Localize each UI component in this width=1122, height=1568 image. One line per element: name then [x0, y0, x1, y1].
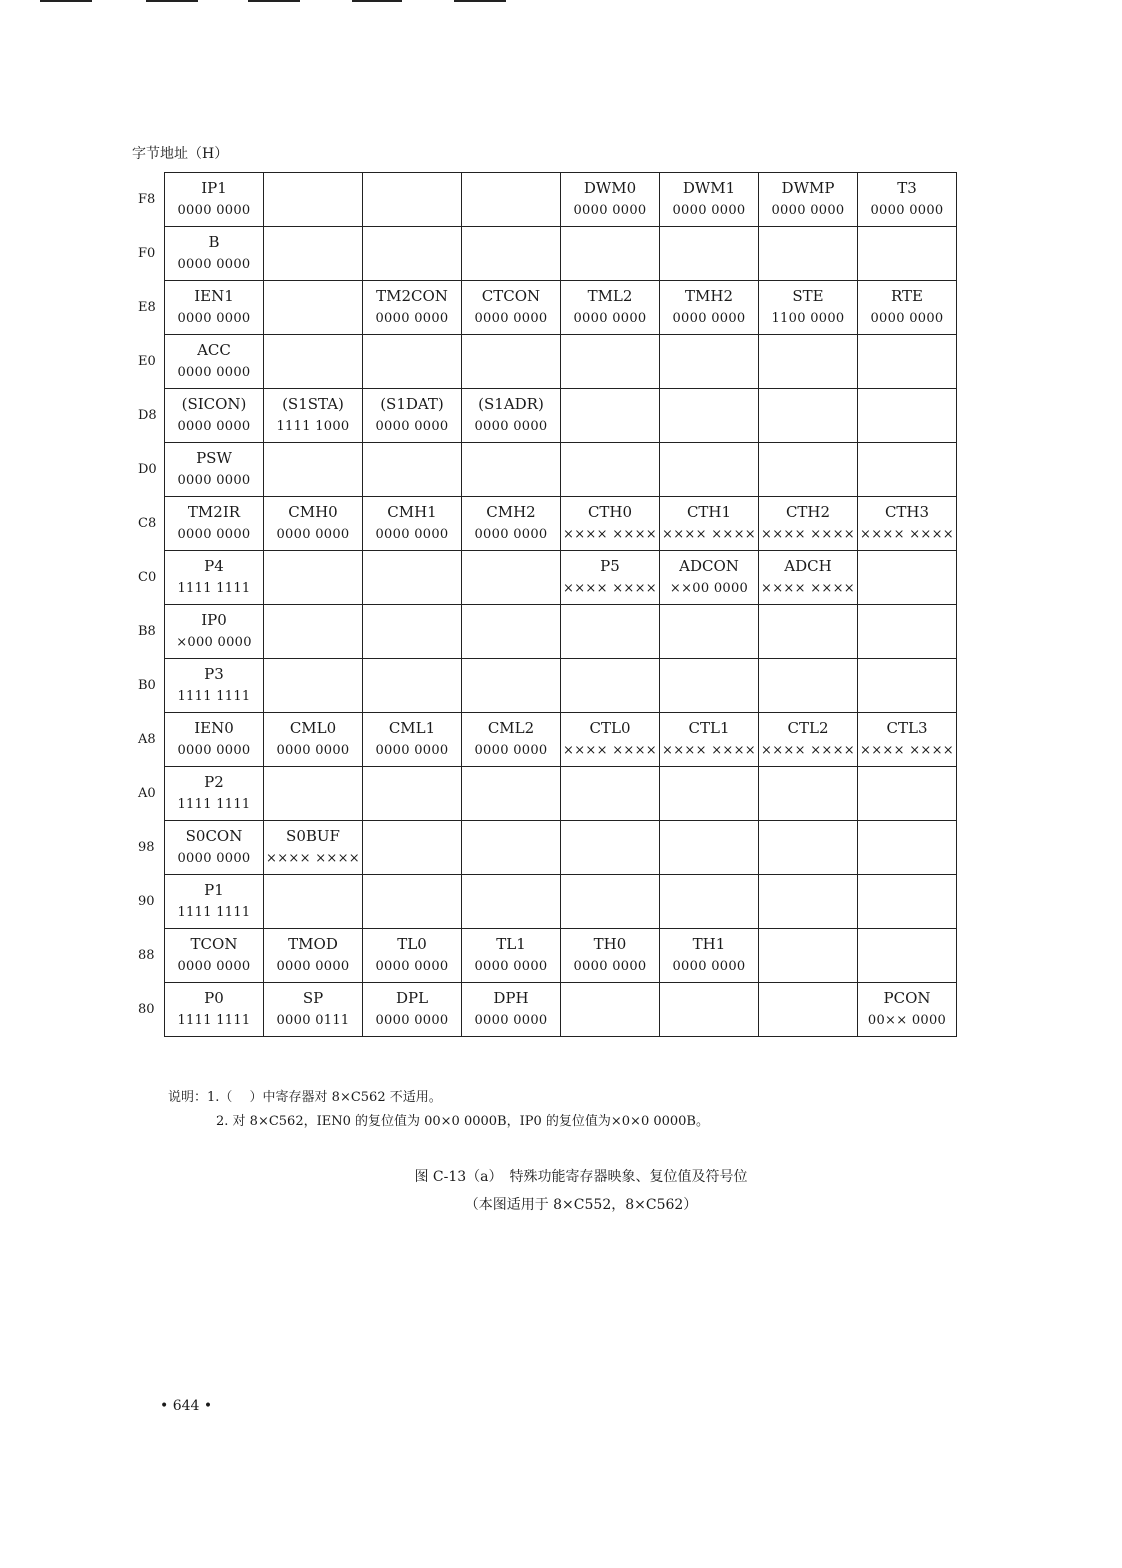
register-reset-value: 0000 0000: [177, 311, 251, 326]
register-reset-value: ×××× ××××: [662, 743, 756, 758]
register-name: TM2CON: [376, 287, 448, 305]
table-row: [138, 389, 957, 443]
register-cell: [858, 551, 957, 605]
register-cell: [759, 767, 858, 821]
register-cell: [759, 227, 858, 281]
register-name: TML2: [587, 287, 633, 305]
register-cell: [858, 929, 957, 983]
register-cell: [264, 497, 363, 551]
register-cell: [462, 983, 561, 1037]
register-cell: [165, 389, 264, 443]
register-reset-value: 0000 0000: [177, 527, 251, 542]
register-name: TH0: [593, 935, 627, 953]
byte-address-label: A8: [138, 732, 156, 747]
register-cell: [264, 227, 363, 281]
register-name: P5: [600, 557, 620, 575]
register-name: (SICON): [181, 395, 247, 413]
register-reset-value: 0000 0000: [276, 527, 350, 542]
register-cell: [561, 443, 660, 497]
register-reset-value: ×××× ××××: [761, 581, 855, 596]
note-line-2: 2. 对 8×C562，IEN0 的复位值为 00×0 0000B，IP0 的复位值为×0×0 0000B。: [216, 1114, 709, 1129]
table-row: [138, 551, 957, 605]
register-reset-value: ×××× ××××: [266, 851, 360, 866]
register-cell: [660, 173, 759, 227]
register-cell: [165, 605, 264, 659]
table-row: [138, 821, 957, 875]
register-reset-value: 0000 0000: [870, 311, 944, 326]
register-cell: [561, 551, 660, 605]
register-cell: [660, 281, 759, 335]
register-cell: [462, 875, 561, 929]
register-cell: [858, 281, 957, 335]
byte-address-label: 88: [138, 948, 155, 963]
register-reset-value: ×××× ××××: [761, 743, 855, 758]
top-rule-3: [248, 0, 300, 2]
register-reset-value: ××00 0000: [669, 581, 749, 596]
register-name: PSW: [196, 449, 232, 467]
register-cell: [165, 497, 264, 551]
byte-address-label: F0: [138, 246, 156, 261]
register-cell: [660, 497, 759, 551]
register-reset-value: 1111 1111: [177, 797, 251, 812]
figure-subcaption: （本图适用于 8×C552，8×C562）: [464, 1197, 698, 1213]
register-cell: [264, 821, 363, 875]
register-name: DPL: [395, 989, 429, 1007]
byte-address-label: B0: [138, 678, 156, 693]
register-cell: [561, 767, 660, 821]
register-reset-value: 0000 0000: [375, 311, 449, 326]
register-reset-value: 0000 0000: [672, 959, 746, 974]
register-name: TH1: [692, 935, 726, 953]
register-reset-value: 0000 0000: [870, 203, 944, 218]
register-cell: [363, 551, 462, 605]
register-cell: [858, 497, 957, 551]
register-name: RTE: [891, 287, 923, 305]
register-cell: [363, 227, 462, 281]
byte-address-label: B8: [138, 624, 156, 639]
register-cell: [363, 173, 462, 227]
register-reset-value: 0000 0000: [573, 311, 647, 326]
register-cell: [363, 821, 462, 875]
register-reset-value: 1100 0000: [771, 311, 845, 326]
register-cell: [165, 929, 264, 983]
register-name: DWMP: [781, 179, 835, 197]
register-cell: [462, 659, 561, 713]
register-name: TMOD: [288, 935, 338, 953]
figure-caption: 图 C-13（a） 特殊功能寄存器映象、复位值及符号位: [414, 1169, 748, 1185]
byte-address-label: A0: [138, 786, 156, 801]
register-cell: [561, 929, 660, 983]
table-row: [138, 875, 957, 929]
table-row: [138, 983, 957, 1037]
register-name: SP: [302, 989, 324, 1007]
register-reset-value: 0000 0000: [276, 743, 350, 758]
register-cell: [660, 821, 759, 875]
register-reset-value: 0000 0000: [573, 959, 647, 974]
register-name: TMH2: [685, 287, 733, 305]
table-row: [138, 497, 957, 551]
register-cell: [363, 497, 462, 551]
register-cell: [264, 389, 363, 443]
register-cell: [462, 281, 561, 335]
register-reset-value: 0000 0000: [177, 257, 251, 272]
register-cell: [858, 659, 957, 713]
register-reset-value: 0000 0000: [375, 527, 449, 542]
register-cell: [858, 605, 957, 659]
register-cell: [462, 551, 561, 605]
register-name: CTL3: [886, 719, 928, 737]
register-name: CTH2: [785, 503, 831, 521]
register-cell: [264, 335, 363, 389]
register-reset-value: ×××× ××××: [860, 743, 954, 758]
register-cell: [165, 551, 264, 605]
register-name: TCON: [190, 935, 238, 953]
register-name: S0BUF: [286, 827, 340, 845]
register-reset-value: 0000 0000: [375, 1013, 449, 1028]
register-cell: [660, 659, 759, 713]
register-cell: [363, 281, 462, 335]
register-cell: [759, 497, 858, 551]
register-name: PCON: [883, 989, 931, 1007]
register-cell: [660, 389, 759, 443]
register-reset-value: 0000 0111: [276, 1013, 350, 1028]
register-name: P0: [204, 989, 224, 1007]
register-name: IP0: [201, 611, 227, 629]
register-cell: [264, 173, 363, 227]
register-cell: [660, 875, 759, 929]
register-cell: [165, 821, 264, 875]
register-reset-value: 1111 1111: [177, 689, 251, 704]
register-cell: [165, 767, 264, 821]
register-reset-value: 0000 0000: [474, 1013, 548, 1028]
register-cell: [165, 335, 264, 389]
byte-address-label: D8: [138, 408, 157, 423]
register-cell: [561, 173, 660, 227]
register-name: (S1ADR): [478, 395, 544, 413]
register-reset-value: 1111 1111: [177, 905, 251, 920]
register-reset-value: 0000 0000: [375, 743, 449, 758]
register-name: P1: [204, 881, 224, 899]
register-name: CTH0: [587, 503, 633, 521]
table-row: [138, 281, 957, 335]
register-cell: [561, 875, 660, 929]
register-cell: [660, 605, 759, 659]
register-cell: [561, 497, 660, 551]
register-name: CTL1: [688, 719, 730, 737]
register-cell: [462, 605, 561, 659]
table-row: [138, 605, 957, 659]
register-name: P2: [204, 773, 224, 791]
byte-address-label: 98: [138, 840, 155, 855]
table-row: [138, 767, 957, 821]
register-name: TL0: [397, 935, 427, 953]
register-cell: [858, 173, 957, 227]
register-cell: [759, 335, 858, 389]
register-cell: [561, 605, 660, 659]
register-reset-value: ×××× ××××: [563, 743, 657, 758]
register-name: P3: [204, 665, 224, 683]
register-reset-value: 0000 0000: [177, 959, 251, 974]
byte-address-label: C8: [138, 516, 157, 531]
register-name: CML1: [388, 719, 436, 737]
register-cell: [462, 389, 561, 443]
register-cell: [462, 173, 561, 227]
byte-address-label: C0: [138, 570, 157, 585]
register-reset-value: 0000 0000: [474, 743, 548, 758]
register-cell: [165, 443, 264, 497]
register-name: CMH1: [387, 503, 437, 521]
register-cell: [858, 983, 957, 1037]
register-cell: [264, 605, 363, 659]
register-cell: [264, 659, 363, 713]
register-name: CTL0: [589, 719, 631, 737]
register-cell: [660, 551, 759, 605]
register-cell: [858, 713, 957, 767]
register-name: DPH: [493, 989, 529, 1007]
table-row: [138, 929, 957, 983]
register-cell: [660, 335, 759, 389]
register-cell: [264, 713, 363, 767]
register-cell: [363, 713, 462, 767]
register-cell: [858, 335, 957, 389]
register-name: TL1: [496, 935, 526, 953]
top-rule-2: [146, 0, 198, 2]
register-cell: [264, 443, 363, 497]
register-cell: [858, 389, 957, 443]
register-name: ADCON: [679, 557, 739, 575]
register-cell: [462, 497, 561, 551]
register-cell: [264, 551, 363, 605]
register-name: CTH1: [686, 503, 732, 521]
register-cell: [363, 443, 462, 497]
register-name: ADCH: [784, 557, 832, 575]
register-cell: [561, 335, 660, 389]
register-reset-value: 0000 0000: [177, 419, 251, 434]
byte-address-label: 80: [138, 1002, 155, 1017]
register-name: P4: [204, 557, 224, 575]
register-reset-value: 0000 0000: [672, 203, 746, 218]
register-cell: [462, 713, 561, 767]
byte-address-label: E8: [138, 300, 156, 315]
register-cell: [165, 659, 264, 713]
register-cell: [561, 227, 660, 281]
register-reset-value: 0000 0000: [474, 959, 548, 974]
top-rule-4: [352, 0, 402, 2]
register-cell: [759, 713, 858, 767]
register-cell: [660, 929, 759, 983]
byte-address-label: E0: [138, 354, 156, 369]
page-number: • 644 •: [160, 1398, 213, 1414]
register-reset-value: 0000 0000: [177, 743, 251, 758]
register-cell: [858, 443, 957, 497]
register-reset-value: 0000 0000: [375, 419, 449, 434]
note-line-1: 说明：1.（ ）中寄存器对 8×C562 不适用。: [168, 1090, 442, 1105]
table-row: [138, 659, 957, 713]
register-reset-value: 0000 0000: [474, 311, 548, 326]
register-reset-value: 0000 0000: [276, 959, 350, 974]
register-cell: [660, 983, 759, 1037]
byte-address-caption: 字节地址（H）: [132, 146, 229, 162]
register-cell: [462, 821, 561, 875]
table-row: [138, 227, 957, 281]
register-cell: [759, 821, 858, 875]
register-cell: [165, 281, 264, 335]
register-cell: [660, 443, 759, 497]
register-reset-value: 0000 0000: [375, 959, 449, 974]
register-cell: [165, 983, 264, 1037]
register-name: IP1: [201, 179, 227, 197]
register-name: CML0: [289, 719, 337, 737]
table-row: [138, 173, 957, 227]
table-row: [138, 335, 957, 389]
register-reset-value: 1111 1000: [276, 419, 350, 434]
sfr-map-table: [138, 172, 957, 1037]
register-name: CTH3: [884, 503, 930, 521]
byte-address-label: 90: [138, 894, 155, 909]
register-name: S0CON: [185, 827, 243, 845]
register-cell: [660, 227, 759, 281]
register-cell: [462, 227, 561, 281]
register-cell: [561, 713, 660, 767]
register-name: DWM0: [583, 179, 637, 197]
register-cell: [759, 551, 858, 605]
register-cell: [759, 929, 858, 983]
register-reset-value: ×××× ××××: [860, 527, 954, 542]
register-name: (S1DAT): [380, 395, 444, 413]
register-cell: [165, 875, 264, 929]
register-cell: [561, 983, 660, 1037]
register-name: IEN1: [194, 287, 234, 305]
top-rule-5: [454, 0, 506, 2]
register-reset-value: ×××× ××××: [563, 581, 657, 596]
byte-address-label: F8: [138, 192, 156, 207]
register-cell: [264, 875, 363, 929]
register-reset-value: 0000 0000: [573, 203, 647, 218]
register-cell: [264, 983, 363, 1037]
register-cell: [462, 767, 561, 821]
register-name: CTCON: [481, 287, 541, 305]
register-reset-value: ×000 0000: [176, 635, 252, 650]
register-cell: [759, 389, 858, 443]
register-cell: [561, 389, 660, 443]
register-cell: [759, 443, 858, 497]
register-reset-value: 00×× 0000: [867, 1013, 947, 1028]
register-name: CMH0: [288, 503, 338, 521]
register-cell: [759, 875, 858, 929]
register-reset-value: 0000 0000: [771, 203, 845, 218]
register-cell: [363, 929, 462, 983]
register-cell: [561, 821, 660, 875]
register-reset-value: ×××× ××××: [662, 527, 756, 542]
register-name: IEN0: [194, 719, 234, 737]
register-cell: [264, 767, 363, 821]
register-name: STE: [792, 287, 824, 305]
register-reset-value: 0000 0000: [474, 419, 548, 434]
register-cell: [462, 335, 561, 389]
register-name: (S1STA): [282, 395, 344, 413]
register-cell: [165, 173, 264, 227]
register-cell: [462, 929, 561, 983]
register-cell: [660, 767, 759, 821]
register-name: DWM1: [682, 179, 736, 197]
register-reset-value: 0000 0000: [177, 365, 251, 380]
table-row: [138, 443, 957, 497]
register-cell: [165, 713, 264, 767]
register-reset-value: 1111 1111: [177, 1013, 251, 1028]
register-cell: [858, 767, 957, 821]
register-reset-value: 1111 1111: [177, 581, 251, 596]
register-name: CMH2: [486, 503, 536, 521]
register-cell: [858, 875, 957, 929]
register-cell: [165, 227, 264, 281]
notes: [168, 1086, 709, 1134]
register-name: ACC: [197, 341, 231, 359]
register-name: B: [208, 233, 220, 251]
register-cell: [363, 767, 462, 821]
register-reset-value: 0000 0000: [177, 851, 251, 866]
register-cell: [363, 659, 462, 713]
register-cell: [858, 227, 957, 281]
register-cell: [858, 821, 957, 875]
register-cell: [363, 875, 462, 929]
register-reset-value: 0000 0000: [474, 527, 548, 542]
register-name: T3: [897, 179, 917, 197]
register-reset-value: ×××× ××××: [563, 527, 657, 542]
register-cell: [759, 281, 858, 335]
register-reset-value: ×××× ××××: [761, 527, 855, 542]
register-cell: [759, 605, 858, 659]
register-cell: [363, 335, 462, 389]
register-reset-value: 0000 0000: [672, 311, 746, 326]
register-cell: [363, 605, 462, 659]
register-reset-value: 0000 0000: [177, 473, 251, 488]
register-cell: [759, 659, 858, 713]
register-cell: [561, 659, 660, 713]
byte-address-label: D0: [138, 462, 157, 477]
top-rule-1: [40, 0, 92, 2]
register-cell: [462, 443, 561, 497]
register-cell: [264, 281, 363, 335]
register-cell: [759, 983, 858, 1037]
register-name: CML2: [487, 719, 535, 737]
register-cell: [660, 713, 759, 767]
register-reset-value: 0000 0000: [177, 203, 251, 218]
register-cell: [561, 281, 660, 335]
register-cell: [363, 389, 462, 443]
register-cell: [264, 929, 363, 983]
register-cell: [759, 173, 858, 227]
register-cell: [363, 983, 462, 1037]
register-name: TM2IR: [187, 503, 241, 521]
register-name: CTL2: [787, 719, 829, 737]
table-row: [138, 713, 957, 767]
